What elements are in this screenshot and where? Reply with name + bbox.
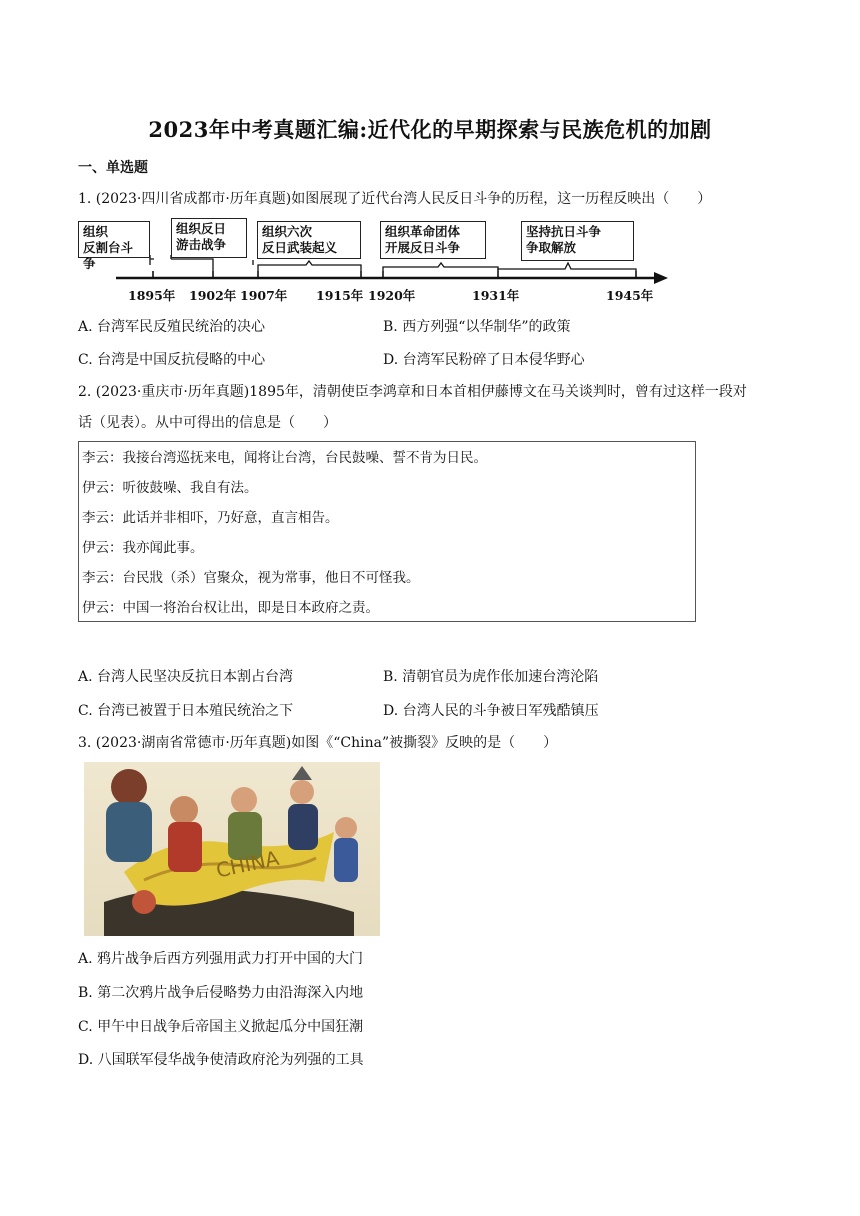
timeline-event-5-text: 坚持抗日斗争 争取解放: [526, 224, 602, 255]
timeline-event-3-text: 组织六次 反日武装起义: [262, 224, 338, 255]
q1-option-b[interactable]: B. 西方列强“以华制华”的政策: [383, 319, 571, 335]
q2-option-a[interactable]: A. 台湾人民坚决反抗日本割占台湾: [78, 669, 294, 685]
question-2-stem-line1: 2. (2023·重庆市·历年真题)1895年，清朝使臣李鸿章和日本首相伊藤博文在马关谈判时，曾有过这样一段对: [78, 384, 747, 400]
timeline-event-4-text: 组织革命团体 开展反日斗争: [385, 224, 461, 255]
q3-option-a[interactable]: A. 鸦片战争后西方列强用武力打开中国的大门: [78, 951, 364, 967]
q2-option-c[interactable]: C. 台湾已被置于日本殖民统治之下: [78, 703, 294, 719]
timeline-event-5: [521, 221, 634, 261]
question-1-stem: 1. (2023·四川省成都市·历年真题)如图展现了近代台湾人民反日斗争的历程，这一历程反映出（ ）: [78, 191, 712, 207]
cartoon-text: CHINA: [213, 845, 282, 883]
q1-option-d[interactable]: D. 台湾军民粉碎了日本侵华野心: [383, 352, 585, 368]
cartoon-china-torn-image: [84, 762, 380, 936]
q3-option-b[interactable]: B. 第二次鸦片战争后侵略势力由沿海深入内地: [78, 985, 364, 1001]
timeline-event-4: [380, 221, 486, 259]
timeline-year-1902: 1902年: [189, 288, 237, 303]
question-2-stem-line2: 话（见表）。从中可得出的信息是（ ）: [78, 415, 337, 431]
timeline-event-3: [257, 221, 361, 259]
timeline-event-1: [78, 221, 150, 271]
question-3-stem: 3. (2023·湖南省常德市·历年真题)如图《“China”被撕裂》反映的是（ ）: [78, 735, 558, 751]
section-heading: 一、单选题: [78, 160, 148, 176]
page-title: 2023年中考真题汇编:近代化的早期探索与民族危机的加剧: [148, 117, 712, 142]
timeline-year-1895: 1895年: [128, 288, 176, 303]
timeline-year-1931: 1931年: [472, 288, 520, 303]
timeline-year-1945: 1945年: [606, 288, 654, 303]
dialogue-line: 李云：此话并非相吓，乃好意，直言相告。: [82, 510, 339, 526]
dialogue-line: 伊云：中国一将治台权让出，即是日本政府之责。: [82, 600, 379, 616]
timeline-event-2-text: 组织反日 游击战争: [176, 221, 227, 252]
timeline-year-1915: 1915年: [316, 288, 364, 303]
timeline-event-1-text: 组织 反割台斗争: [83, 224, 134, 271]
dialogue-line: 李云：台民戕（杀）官聚众，视为常事，他日不可怪我。: [82, 570, 420, 586]
dialogue-line: 伊云：我亦闻此事。: [82, 540, 204, 556]
q2-option-d[interactable]: D. 台湾人民的斗争被日军残酷镇压: [383, 703, 599, 719]
q2-option-b[interactable]: B. 清朝官员为虎作伥加速台湾沦陷: [383, 669, 599, 685]
dialogue-table: [78, 441, 696, 622]
q3-option-c[interactable]: C. 甲午中日战争后帝国主义掀起瓜分中国狂潮: [78, 1019, 364, 1035]
timeline-event-2: [171, 218, 247, 258]
dialogue-line: 伊云：听彼鼓噪、我自有法。: [82, 480, 258, 496]
timeline-figure: [78, 215, 673, 307]
q1-option-c[interactable]: C. 台湾是中国反抗侵略的中心: [78, 352, 266, 368]
q3-option-d[interactable]: D. 八国联军侵华战争使清政府沦为列强的工具: [78, 1052, 364, 1068]
q1-option-a[interactable]: A. 台湾军民反殖民统治的决心: [78, 319, 266, 335]
dialogue-line: 李云：我接台湾巡抚来电，闻将让台湾，台民鼓噪、誓不肯为日民。: [82, 450, 487, 466]
timeline-year-1920: 1920年: [368, 288, 416, 303]
timeline-year-1907: 1907年: [240, 288, 288, 303]
